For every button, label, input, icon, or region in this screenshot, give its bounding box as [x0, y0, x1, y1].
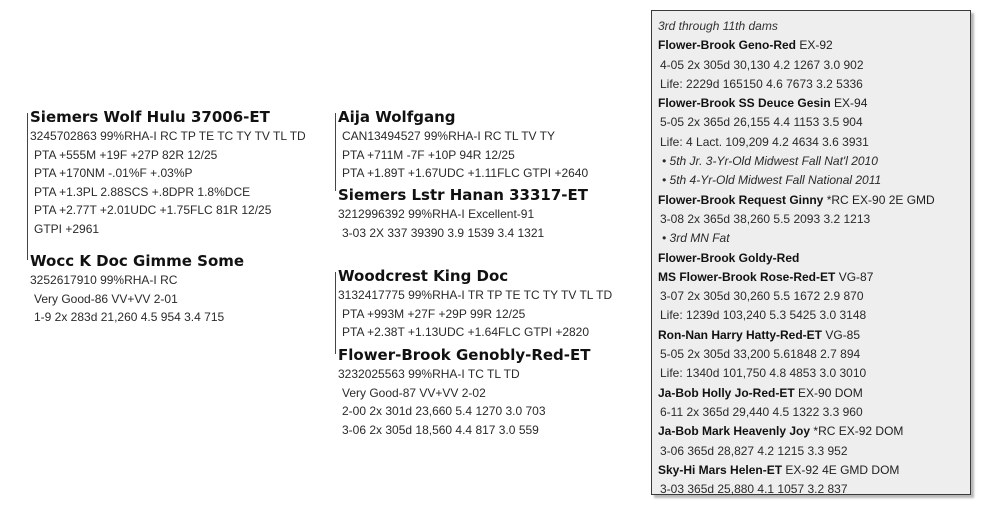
dam-line: Very Good-86 VV+VV 2-01: [34, 291, 178, 306]
dam-dam-line: Very Good-87 VV+VV 2-02: [342, 385, 486, 400]
production-record: 4-05 2x 305d 30,130 4.2 1267 3.0 902: [660, 57, 864, 72]
ancestor-dam-classification: VG-85: [822, 327, 861, 342]
dam-dam-line: 3-06 2x 305d 18,560 4.4 817 3.0 559: [342, 422, 539, 437]
dam-sire-block: [338, 267, 612, 342]
sire-dam-name: Siemers Lstr Hanan 33317-ET: [338, 186, 589, 204]
dam-sire-line: 3132417775 99%RHA-I TR TP TE TC TY TV TL TD: [338, 288, 613, 302]
sire-sire-name: Aija Wolfgang: [338, 108, 456, 126]
dam-name: Wocc K Doc Gimme Some: [30, 252, 245, 270]
sire-line: GTPI +2961: [34, 221, 100, 236]
ancestor-dam-name: Ja-Bob Holly Jo-Red-ET: [658, 385, 795, 400]
dam-sire-line: PTA +993M +27F +29P 99R 12/25: [342, 306, 526, 321]
production-record: 3-06 365d 28,827 4.2 1215 3.3 952: [660, 443, 848, 458]
award-note: • 5th Jr. 3-Yr-Old Midwest Fall Nat'l 2010: [662, 154, 878, 169]
sire-bracket-line: [27, 113, 28, 260]
dams-list: [658, 36, 970, 499]
production-record: 3-07 2x 305d 30,260 5.5 1672 2.9 870: [660, 289, 864, 304]
sire-line: PTA +2.77T +2.01UDC +1.75FLC 81R 12/25: [34, 203, 272, 217]
ancestor-dam-row: [658, 94, 970, 113]
ancestor-dam-classification: *RC EX-90 2E GMD: [823, 192, 935, 207]
production-record: Life: 2229d 165150 4.6 7673 3.2 5336: [660, 76, 863, 91]
ancestor-dam-name: Ja-Bob Mark Heavenly Joy: [658, 424, 811, 439]
ancestor-dam-name: MS Flower-Brook Rose-Red-ET: [658, 269, 836, 284]
dams-box: [651, 10, 971, 495]
production-record: 6-11 2x 365d 29,440 4.5 1322 3.3 960: [660, 404, 863, 419]
production-record: Life: 1239d 103,240 5.3 5425 3.0 3148: [660, 308, 867, 323]
sire-sire-line: PTA +1.89T +1.67UDC +1.11FLC GTPI +2640: [342, 166, 589, 180]
production-record: 3-03 365d 25,880 4.1 1057 3.2 837: [660, 482, 848, 497]
production-record: 5-05 2x 365d 26,155 4.4 1153 3.5 904: [660, 115, 863, 130]
ancestor-dam-classification: EX-90 DOM: [794, 385, 863, 400]
sire-name: Siemers Wolf Hulu 37006-ET: [30, 108, 270, 126]
production-record: Life: 4 Lact. 109,209 4.2 4634 3.6 3931: [660, 134, 869, 149]
ancestor-dam-classification: EX-92: [796, 38, 833, 53]
sire-line: PTA +170NM -.01%F +.03%P: [34, 166, 193, 180]
production-record: 3-08 2x 365d 38,260 5.5 2093 3.2 1213: [660, 211, 871, 226]
ancestor-dam-name: Ron-Nan Harry Hatty-Red-ET: [658, 327, 823, 342]
sire-sire-block: [338, 108, 588, 183]
dam-dam-line: 3232025563 99%RHA-I TC TL TD: [338, 367, 520, 381]
dam-sire-line: PTA +2.38T +1.13UDC +1.64FLC GTPI +2820: [342, 325, 590, 339]
ancestor-dam-classification: VG-87: [835, 269, 874, 284]
dam-dam-line: 2-00 2x 301d 23,660 5.4 1270 3.0 703: [342, 404, 546, 418]
sire-line: PTA +1.3PL 2.88SCS +.8DPR 1.8%DCE: [34, 184, 251, 199]
ancestor-dam-row: [658, 249, 970, 268]
dams-box-header: 3rd through 11th dams: [658, 19, 778, 33]
ancestor-dam-row: [658, 36, 970, 55]
ancestor-dam-name: Flower-Brook Goldy-Red: [658, 250, 800, 265]
sire-lines: [30, 127, 306, 238]
dam-sire-name: Woodcrest King Doc: [338, 267, 509, 285]
ancestor-dam-row: [658, 326, 970, 345]
award-note: • 3rd MN Fat: [662, 231, 730, 246]
production-record: 5-05 2x 305d 33,200 5.61848 2.7 894: [660, 347, 861, 362]
ancestor-dam-classification: *RC EX-92 DOM: [810, 424, 904, 439]
sire-dam-line: 3-03 2X 337 39390 3.9 1539 3.4 1321: [342, 225, 545, 240]
sire-dam-block: [338, 186, 588, 242]
dam-block: [30, 252, 244, 327]
sire-sire-line: CAN13494527 99%RHA-I RC TL TV TY: [342, 129, 555, 143]
ancestor-dam-row: [658, 461, 970, 480]
ancestor-dam-name: Flower-Brook SS Deuce Gesin: [658, 96, 831, 111]
award-note: • 5th 4-Yr-Old Midwest Fall National 2011: [662, 173, 882, 188]
sire-dam-line: 3212996392 99%RHA-I Excellent-91: [338, 207, 535, 221]
ancestor-dam-row: [658, 268, 970, 287]
sire-block: [30, 108, 306, 238]
dam-dam-name: Flower-Brook Genobly-Red-ET: [338, 346, 591, 364]
ancestor-dam-classification: EX-92 4E GMD DOM: [782, 462, 900, 477]
ancestor-dam-row: [658, 191, 970, 210]
sire-sire-bracket-line: [335, 113, 336, 191]
ancestor-dam-name: Sky-Hi Mars Helen-ET: [658, 462, 783, 477]
sire-line: PTA +555M +19F +27P 82R 12/25: [34, 147, 218, 162]
sire-sire-line: PTA +711M -7F +10P 94R 12/25: [342, 147, 515, 162]
ancestor-dam-row: [658, 384, 970, 403]
ancestor-dam-name: Flower-Brook Request Ginny: [658, 192, 824, 207]
dam-line: 1-9 2x 283d 21,260 4.5 954 3.4 715: [34, 310, 225, 324]
ancestor-dam-row: [658, 422, 970, 441]
dam-line: 3252617910 99%RHA-I RC: [30, 273, 178, 287]
ancestor-dam-classification: EX-94: [830, 96, 868, 111]
dam-sire-bracket-line: [335, 272, 336, 354]
dam-dam-block: [338, 346, 591, 439]
ancestor-dam-name: Flower-Brook Geno-Red: [658, 38, 797, 53]
sire-line: 3245702863 99%RHA-I RC TP TE TC TY TV TL TD: [30, 129, 306, 143]
production-record: Life: 1340d 101,750 4.8 4853 3.0 3010: [660, 366, 867, 381]
